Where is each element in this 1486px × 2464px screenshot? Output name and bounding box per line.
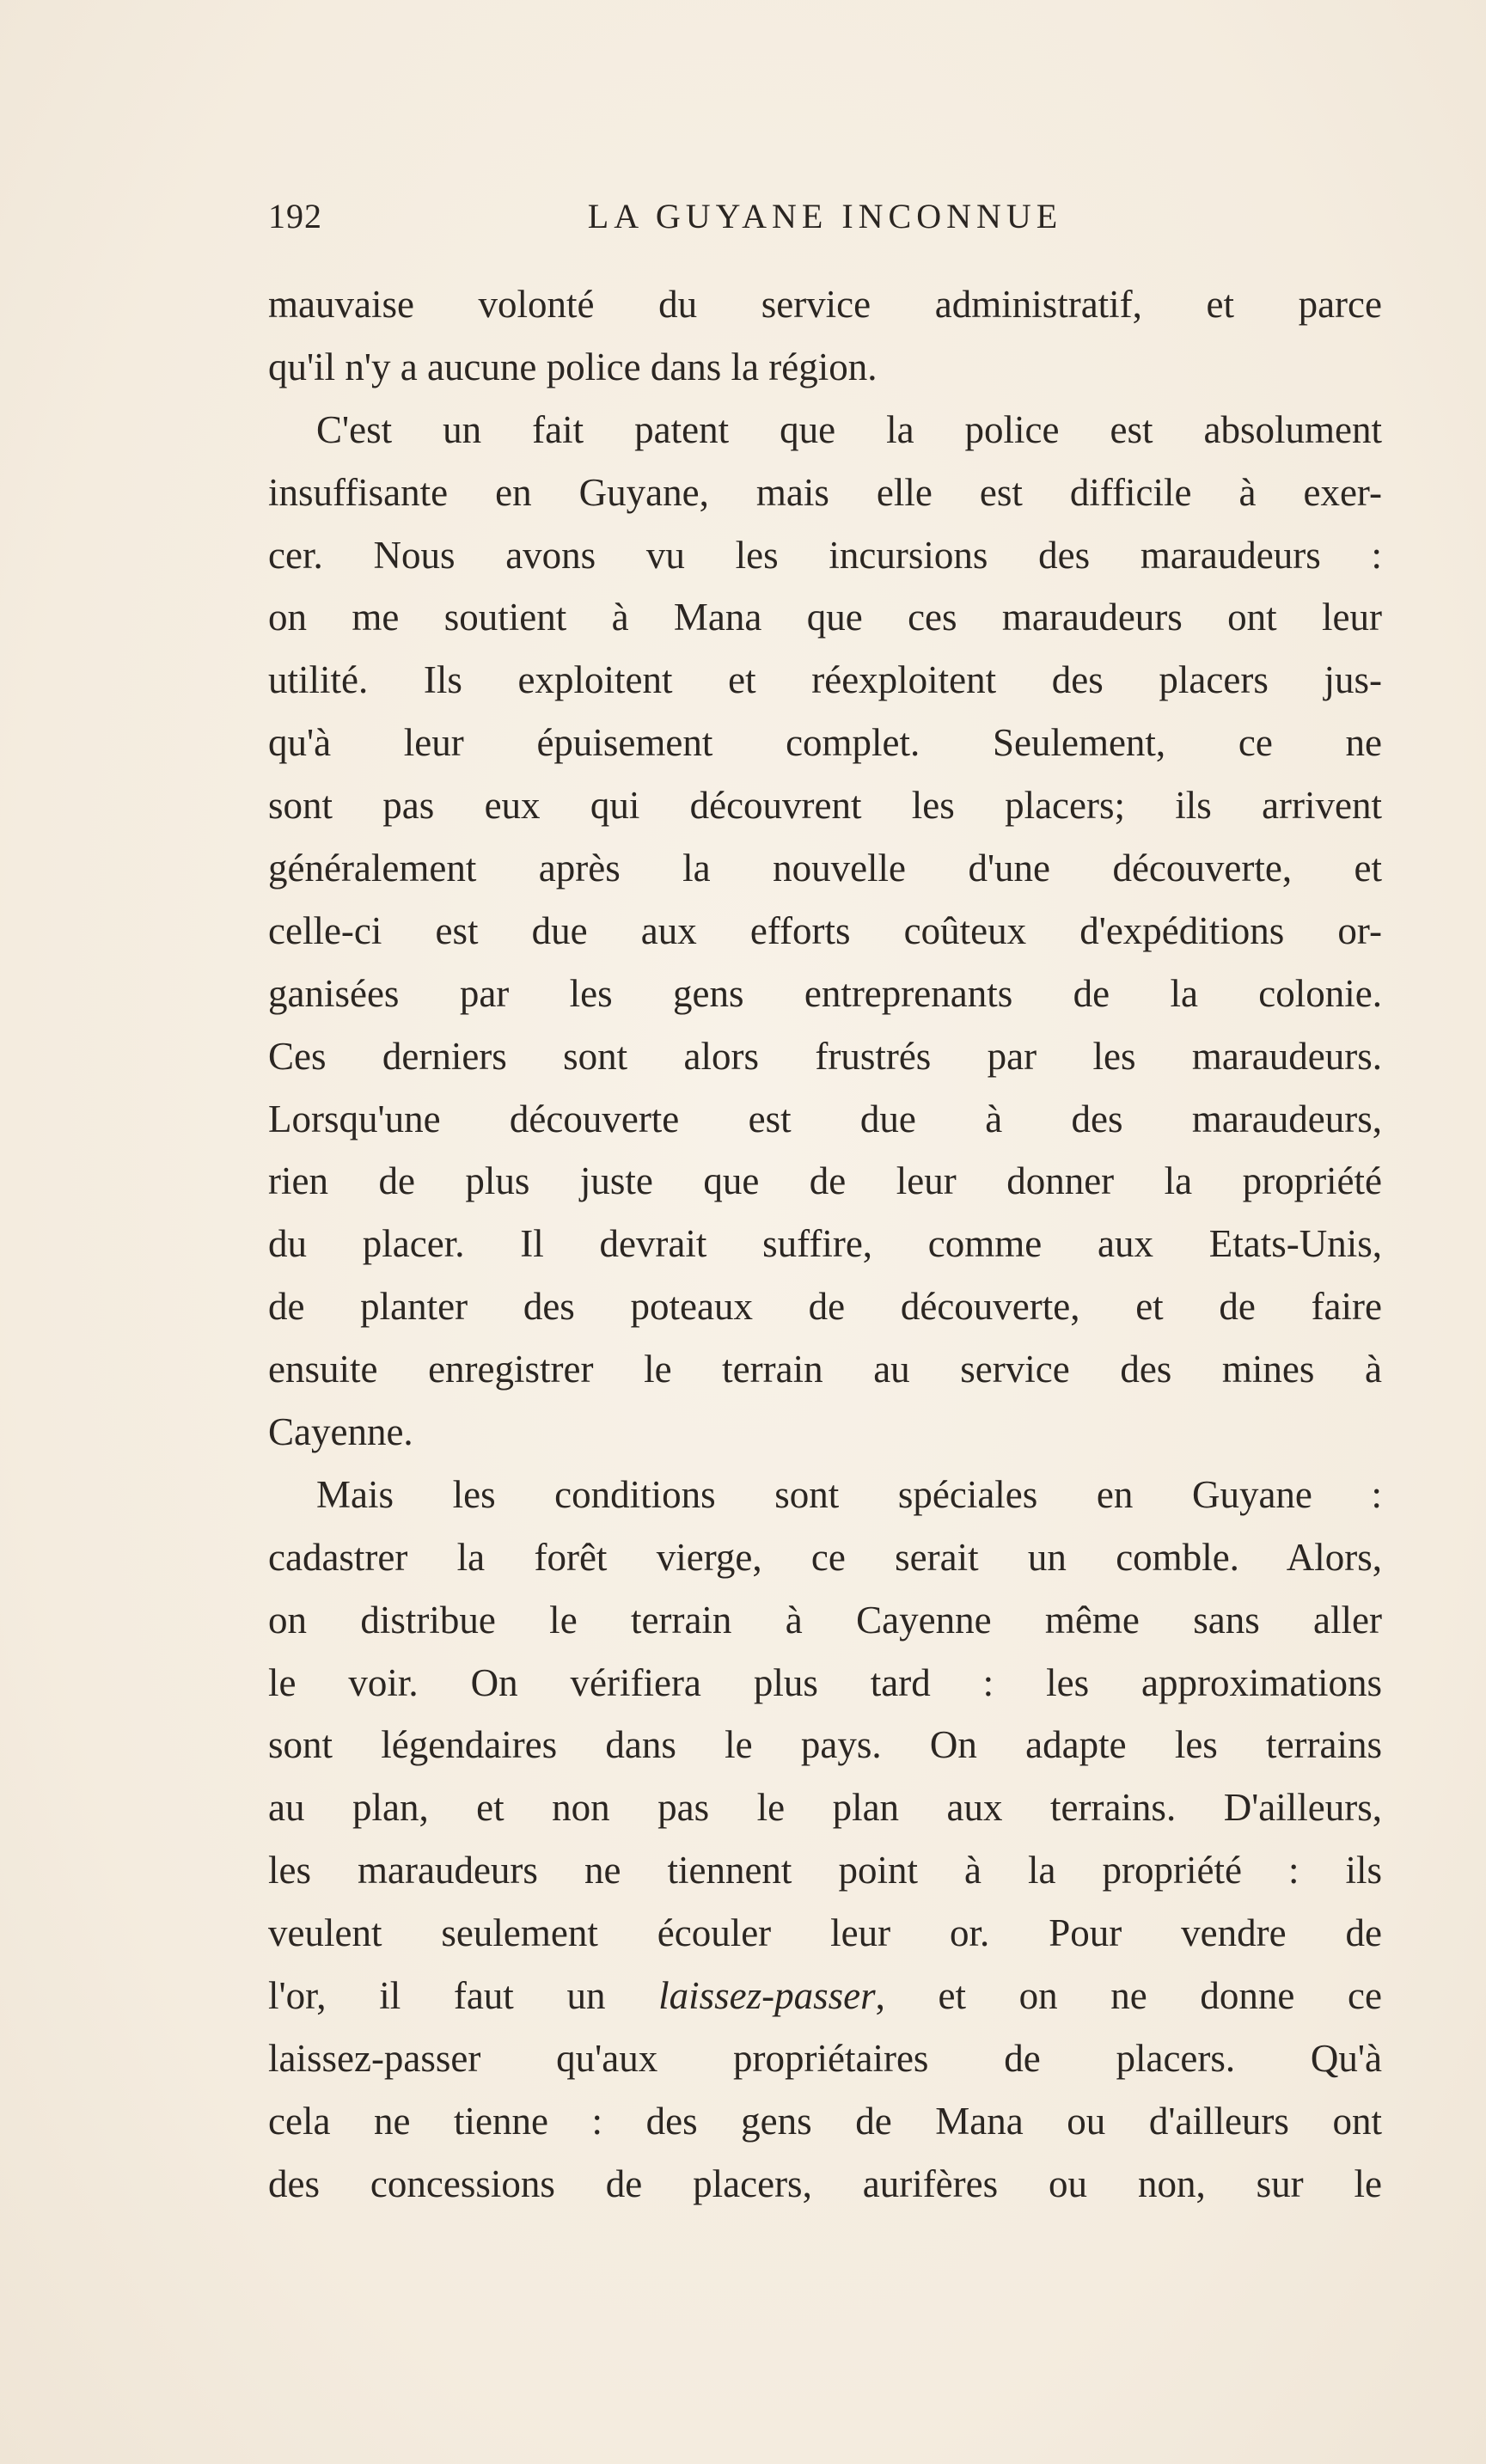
text-line: celle-ci est due aux efforts coûteux d'expéditions or- [268,908,1382,952]
text-line: du placer. Il devrait suffire, comme aux Etats-Unis, [268,1222,1382,1266]
text-line: le voir. On vérifiera plus tard : les approximations [268,1660,1382,1704]
text-line: cadastrer la forêt vierge, ce serait un comble. Alors, [268,1535,1382,1579]
text-line: Lorsqu'une découverte est due à des maraudeurs, [268,1097,1382,1140]
text-line: au plan, et non pas le plan aux terrains. D'ailleurs, [268,1786,1382,1830]
text-line: sont légendaires dans le pays. On adapte les terrains [268,1723,1382,1767]
body-text [268,273,1382,2216]
italic-term: laissez-passer [658,1974,876,2018]
text-line: généralement après la nouvelle d'une découverte, et [268,847,1382,890]
running-title: LA GUYANE INCONNUE [587,197,1063,235]
text-line: de planter des poteaux de découverte, et de faire [268,1285,1382,1329]
text-line [268,1965,1382,2027]
text-line: rien de plus juste que de leur donner la propriété [268,1159,1382,1203]
text-line: veulent seulement écouler leur or. Pour vendre de [268,1911,1382,1955]
text-line: on distribue le terrain à Cayenne même sans aller [268,1598,1382,1642]
page-number: 192 [268,197,322,235]
text-line: les maraudeurs ne tiennent point à la propriété : ils [268,1849,1382,1892]
text-line: Ces derniers sont alors frustrés par les maraudeurs. [268,1034,1382,1078]
text-line: sont pas eux qui découvrent les placers; ils arrivent [268,784,1382,828]
text-run: , et on ne donne ce [875,1974,1382,2018]
text-line: cer. Nous avons vu les incursions des maraudeurs : [268,533,1382,577]
text-line: on me soutient à Mana que ces maraudeurs ont leur [268,596,1382,639]
text-run: l'or, il faut un [268,1974,659,2018]
text-line: Cayenne. [268,1410,413,1454]
text-line: qu'à leur épuisement complet. Seulement, ce ne [268,721,1382,765]
page-header [268,196,1382,248]
text-line: qu'il n'y a aucune police dans la région. [268,345,878,388]
text-line: laissez-passer qu'aux propriétaires de placers. Qu'à [268,2036,1382,2080]
text-line: C'est un fait patent que la police est absolument [316,407,1382,451]
text-line: ganisées par les gens entreprenants de la colonie. [268,971,1382,1015]
text-line: cela ne tienne : des gens de Mana ou d'ailleurs ont [268,2099,1382,2143]
text-line: Mais les conditions sont spéciales en Guyane : [316,1472,1382,1516]
text-line: des concessions de placers, aurifères ou non, sur le [268,2161,1382,2205]
text-line: mauvaise volonté du service administratif, et parce [268,283,1382,326]
text-line: utilité. Ils exploitent et réexploitent des placers jus- [268,658,1382,702]
text-line: ensuite enregistrer le terrain au service des mines à [268,1348,1382,1391]
text-line: insuffisante en Guyane, mais elle est difficile à exer- [268,470,1382,514]
